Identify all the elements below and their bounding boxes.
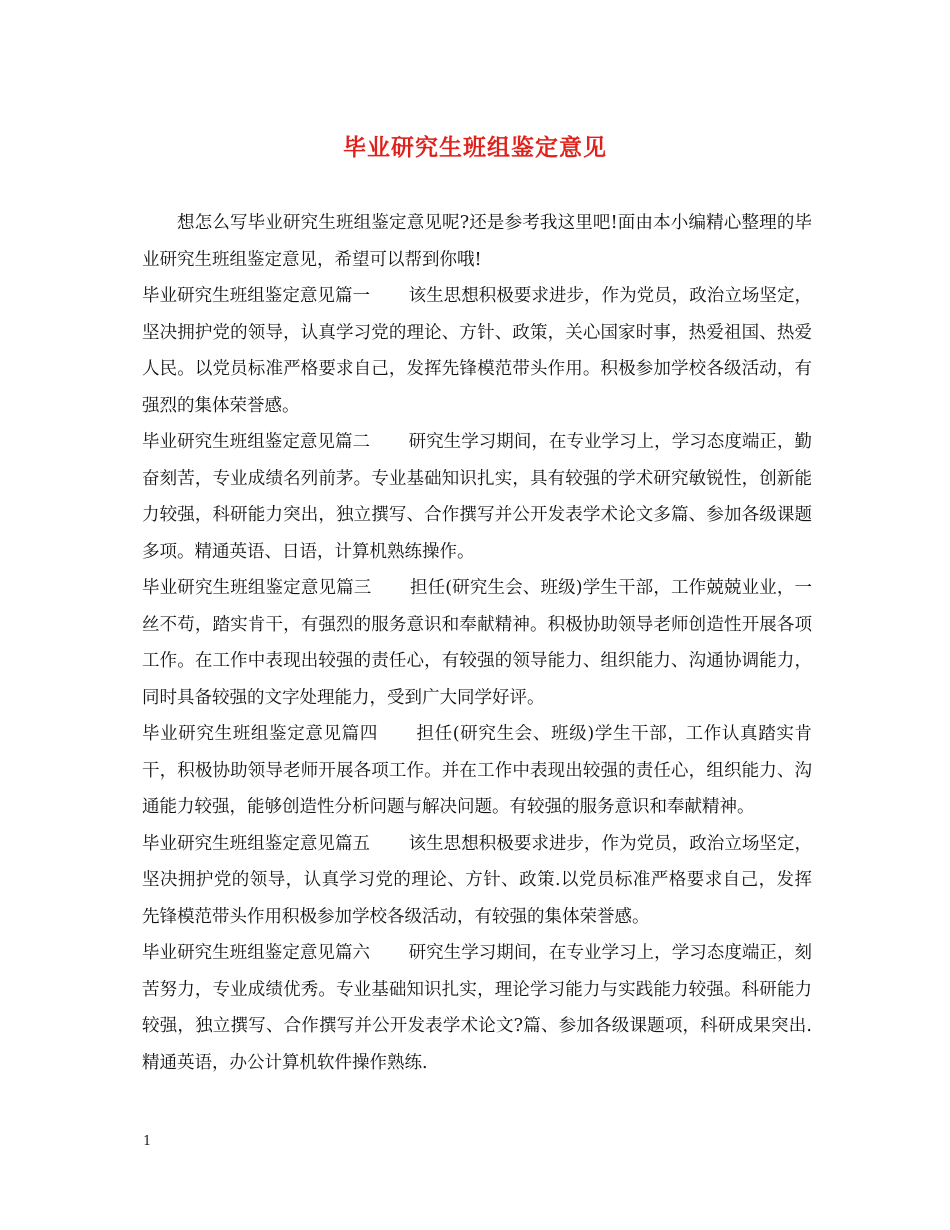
section-text-3: 担任(研究生会、班级)学生干部，工作兢兢业业，一丝不苟，踏实肯干，有强烈的服务意识和奉献精神。积极协助领导老师创造性开展各项工作。在工作中表现出较强的责任心，有较强的领导能力、组织能力、沟通协调能力，同时具备较强的文字处理能力，受到广大同学好评。 — [142, 578, 813, 708]
section-text-6: 研究生学习期间，在专业学习上，学习态度端正，刻苦努力，专业成绩优秀。专业基础知识扎实，理论学习能力与实践能力较强。科研能力较强，独立撰写、合作撰写并公开发表学术论文?篇、参加各级课题项，科研成果突出.精通英语，办公计算机软件操作熟练. — [142, 943, 813, 1073]
section-heading-1: 毕业研究生班组鉴定意见篇一 — [142, 286, 371, 306]
document-title: 毕业研究生班组鉴定意见 — [343, 134, 607, 161]
section-heading-5: 毕业研究生班组鉴定意见篇五 — [142, 833, 371, 854]
section-paragraph-5 — [142, 826, 812, 936]
section-text-2: 研究生学习期间，在专业学习上，学习态度端正，勤奋刻苦，专业成绩名列前茅。专业基础知识扎实，具有较强的学术研究敏锐性，创新能力较强，科研能力突出，独立撰写、合作撰写并公开发表学术论文多篇、参加各级课题多项。精通英语、日语，计算机熟练操作。 — [142, 432, 813, 562]
section-text-4: 担任(研究生会、班级)学生干部，工作认真踏实肯干，积极协助领导老师开展各项工作。并在工作中表现出较强的责任心，组织能力、沟通能力较强，能够创造性分析问题与解决问题。有较强的服务意识和奉献精神。 — [142, 724, 812, 817]
section-text-5: 该生思想积极要求进步，作为党员，政治立场坚定，坚决拥护党的领导，认真学习党的理论、方针、政策.以党员标准严格要求自己，发挥先锋模范带头作用积极参加学校各级活动，有较强的集体荣誉感。 — [142, 833, 813, 927]
section-text-1: 该生思想积极要求进步，作为党员，政治立场坚定，坚决拥护党的领导，认真学习党的理论、方针、政策，关心国家时事，热爱祖国、热爱人民。以党员标准严格要求自己，发挥先锋模范带头作用。积极参加学校各级活动，有强烈的集体荣誉感。 — [142, 286, 813, 416]
section-heading-4: 毕业研究生班组鉴定意见篇四 — [142, 724, 378, 744]
intro-paragraph: 想怎么写毕业研究生班组鉴定意见呢?还是参考我这里吧!面由本小编精心整理的毕业研究生班组鉴定意见，希望可以帮到你哦! — [142, 213, 812, 270]
section-heading-6: 毕业研究生班组鉴定意见篇六 — [142, 943, 371, 963]
section-paragraph-3 — [142, 570, 812, 716]
section-paragraph-6 — [142, 935, 812, 1081]
section-paragraph-4 — [142, 716, 812, 826]
section-heading-2: 毕业研究生班组鉴定意见篇二 — [142, 432, 371, 452]
section-paragraph-2 — [142, 424, 812, 570]
section-paragraph-1 — [142, 278, 812, 424]
page-number: 1 — [143, 1134, 152, 1149]
section-heading-3: 毕业研究生班组鉴定意见篇三 — [142, 578, 372, 598]
document-body — [142, 205, 812, 1081]
